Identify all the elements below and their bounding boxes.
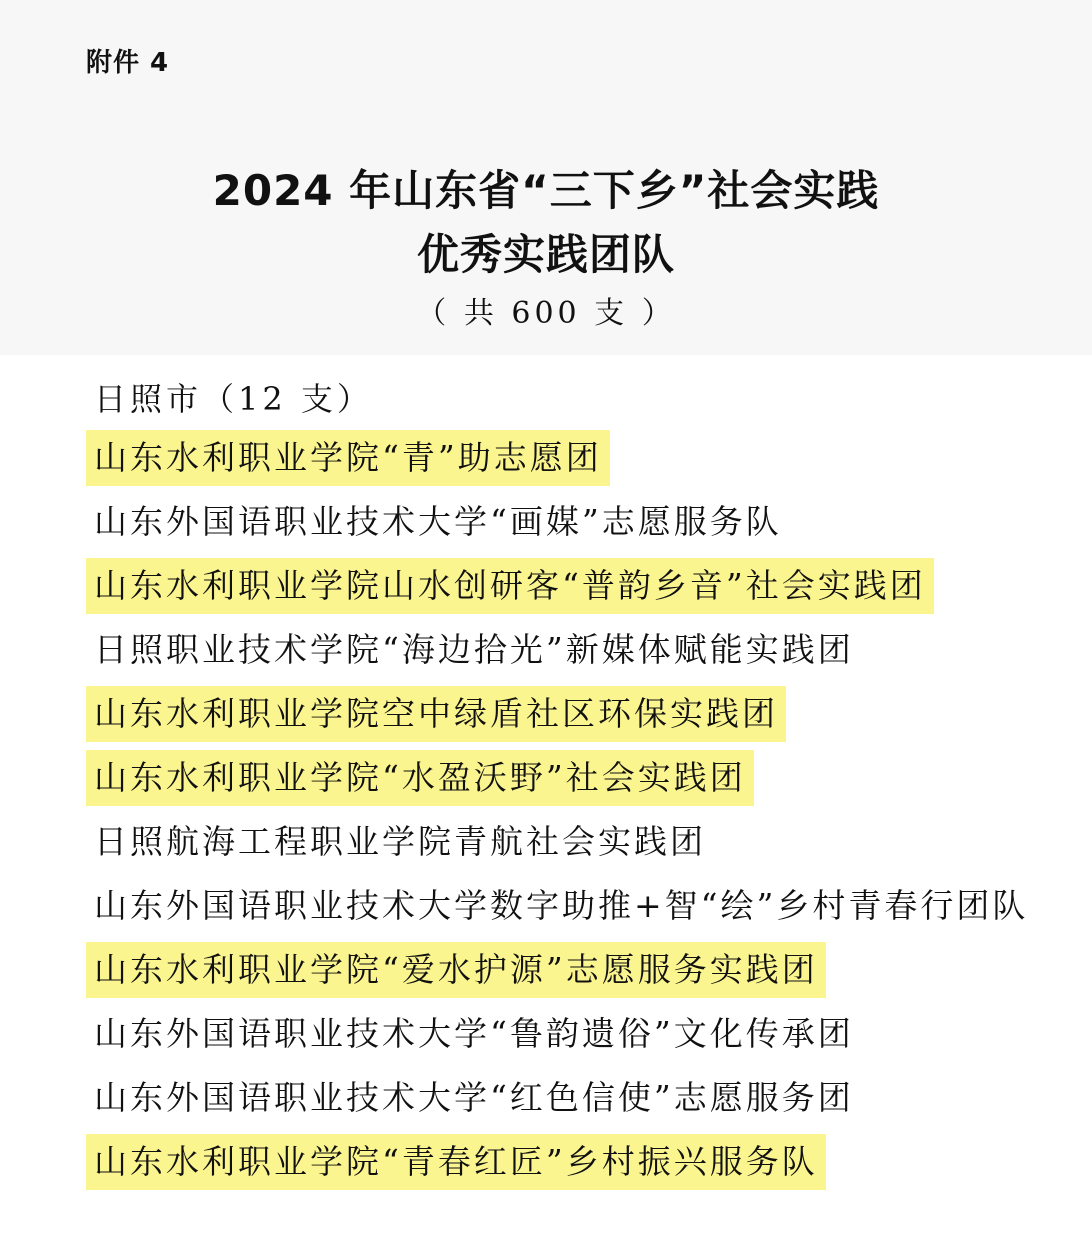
team-item: 日照航海工程职业学院青航社会实践团 (94, 822, 706, 861)
team-item: 山东外国语职业技术大学“鲁韵遗俗”文化传承团 (94, 1014, 854, 1053)
team-item: 山东水利职业学院“青”助志愿团 (86, 430, 610, 486)
document-title-line-1: 2024 年山东省“三下乡”社会实践 (212, 166, 880, 215)
total-count: （ 共 600 支 ） (416, 296, 676, 331)
team-item: 山东水利职业学院“青春红匠”乡村振兴服务队 (86, 1134, 826, 1190)
team-item: 山东外国语职业技术大学“画媒”志愿服务队 (94, 502, 782, 541)
team-item: 山东水利职业学院山水创研客“普韵乡音”社会实践团 (86, 558, 934, 614)
team-item: 山东水利职业学院“爱水护源”志愿服务实践团 (86, 942, 826, 998)
team-item: 山东外国语职业技术大学“红色信使”志愿服务团 (94, 1078, 854, 1117)
document-title-line-2: 优秀实践团队 (416, 230, 675, 279)
team-item: 山东水利职业学院空中绿盾社区环保实践团 (86, 686, 786, 742)
team-item: 山东外国语职业技术大学数字助推+智“绘”乡村青春行团队 (94, 886, 1029, 925)
region-heading: 日照市（12 支） (94, 380, 373, 418)
attachment-label: 附件 4 (86, 48, 170, 78)
team-item: 日照职业技术学院“海边拾光”新媒体赋能实践团 (94, 630, 854, 669)
team-item: 山东水利职业学院“水盈沃野”社会实践团 (86, 750, 754, 806)
